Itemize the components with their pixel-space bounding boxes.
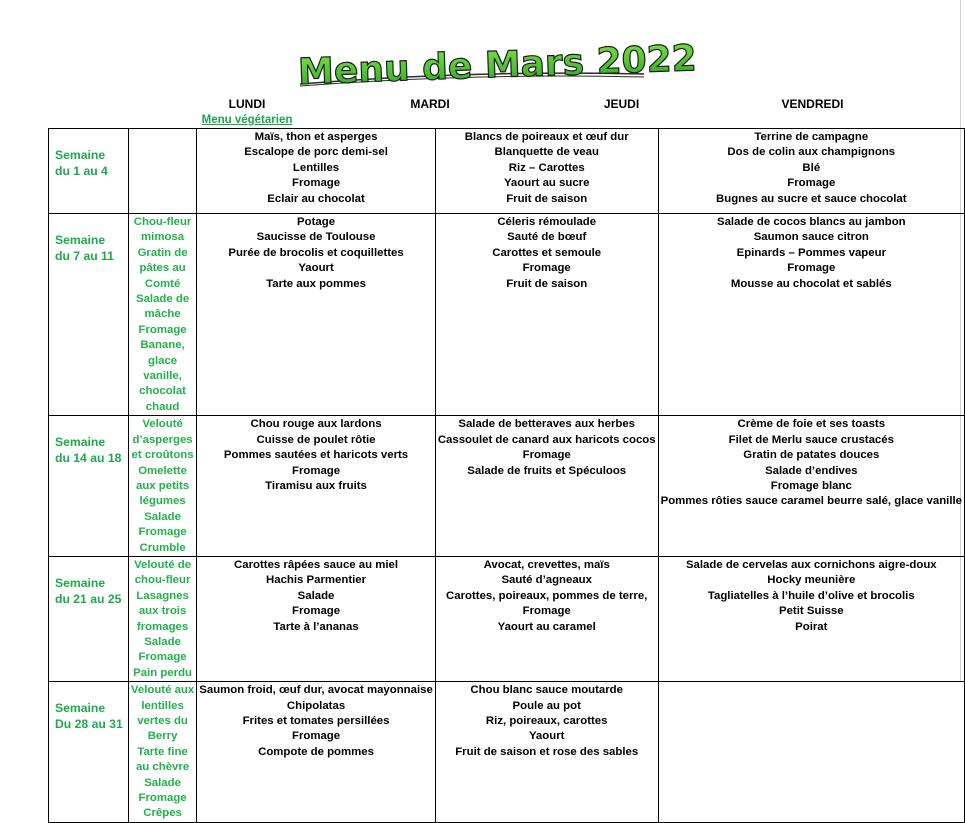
dish-item: Gratin de pâtes au Comté [137, 246, 188, 290]
menu-cell-lundi [128, 682, 196, 823]
menu-cell-vendredi [658, 214, 964, 416]
dish-item: Salade [144, 510, 181, 523]
dish-item: Blé [802, 161, 821, 174]
dish-item: Avocat, crevettes, maïs [483, 558, 610, 571]
dish-item: Fromage [138, 323, 187, 336]
dish-item: Saucisse de Toulouse [256, 231, 376, 244]
dish-item: chocolat chaud [139, 385, 186, 413]
week-row [49, 682, 965, 823]
header-vendredi: VENDREDI [781, 97, 844, 111]
dish-item: Hachis Parmentier [266, 574, 367, 587]
menu-cell-mardi [197, 556, 436, 681]
dish-item: Fromage [291, 177, 341, 190]
week-row [49, 129, 965, 214]
week-label [49, 129, 129, 214]
week-row [49, 556, 965, 681]
dish-item: Salade d’endives [765, 464, 858, 477]
dish-item: Fromage [138, 651, 187, 664]
dish-item: Fromage [522, 449, 571, 462]
week-label-line: Semaine [55, 233, 106, 247]
dish-item: Potage [297, 216, 336, 228]
week-label-line: Semaine [55, 575, 106, 590]
dish-item: Hocky meunière [767, 574, 856, 587]
header-jeudi: JEUDI [603, 97, 640, 111]
menu-cell-vendredi [658, 556, 964, 681]
dish-item: Velouté d’asperges et croûtons [131, 418, 194, 462]
dish-item: Salade de cocos blancs au jambon [716, 216, 906, 228]
dish-item: Yaourt au sucre [503, 177, 590, 190]
dish-item: Fromage [522, 605, 571, 618]
header-lundi: LUNDI [228, 97, 266, 111]
dish-item: Epinards – Pommes vapeur [736, 246, 886, 259]
dish-item: Fromage blanc [770, 479, 852, 492]
dish-item: Salade [297, 589, 335, 602]
menu-cell-jeudi [435, 682, 658, 823]
dish-item: Terrine de campagne [754, 131, 869, 143]
vegetarian-menu-link[interactable]: Menu végétarien [201, 114, 293, 126]
dish-item: Carottes, poireaux, pommes de terre, [446, 589, 648, 602]
week-label-line: Semaine [55, 435, 106, 450]
menu-cell-vendredi [658, 682, 964, 823]
dish-item: Fromage [291, 464, 341, 477]
week-label-line: Semaine [55, 148, 106, 162]
dish-item: Compote de pommes [258, 745, 374, 758]
week-label [49, 682, 129, 823]
week-row [49, 214, 965, 416]
dish-item: Purée de brocolis et coquillettes [228, 246, 404, 259]
menu-cell-jeudi [435, 416, 658, 557]
dish-item: Cassoulet de canard aux haricots cocos [437, 433, 656, 446]
dish-item: Fromage [522, 262, 571, 275]
dish-item: Sauté de bœuf [507, 231, 587, 244]
dish-item: Bugnes au sucre et sauce chocolat [716, 192, 907, 205]
dish-item: Mousse au chocolat et sablés [730, 277, 892, 290]
dish-item: Tiramisu aux fruits [265, 479, 367, 492]
dish-item: Fruit de saison [506, 192, 588, 205]
menu-cell-lundi [128, 214, 196, 416]
dish-item: Carottes et semoule [492, 246, 602, 259]
week-label [49, 416, 129, 557]
dish-item: Blanquette de veau [494, 146, 599, 159]
dish-item: Tarte à l’ananas [273, 620, 359, 633]
dish-item: Fromage [291, 605, 341, 618]
title-text: Menu de Mars 2022 [297, 38, 698, 94]
dish-item: Fromage [138, 526, 187, 539]
dish-item: Chou-fleur mimosa [133, 216, 192, 244]
dish-item: Poule au pot [512, 699, 581, 712]
dish-item: Fromage [138, 792, 187, 805]
menu-cell-jeudi [435, 129, 658, 214]
dish-item: Salade de fruits et Spéculoos [467, 464, 627, 477]
week-label-line: du 14 au 18 [55, 451, 122, 466]
dish-item: Salade de betteraves aux herbes [458, 418, 636, 431]
dish-item: Crêpes [143, 807, 182, 820]
dish-item: Salade [144, 635, 181, 648]
dish-item: Escalope de porc demi-sel [244, 146, 388, 159]
menu-cell-mardi [197, 214, 436, 416]
dish-item: Tarte fine au chèvre [135, 745, 190, 774]
dish-item: Eclair au chocolat [267, 192, 365, 205]
week-label-line: Du 28 au 31 [55, 717, 123, 732]
dish-item: Fruit de saison [506, 277, 588, 290]
dish-item: Fromage [291, 730, 341, 743]
dish-item: Maïs, thon et asperges [254, 131, 378, 143]
dish-item: Lentilles [292, 161, 340, 174]
dish-item: Céleris rémoulade [497, 216, 597, 228]
dish-item: Gratin de patates douces [743, 449, 880, 462]
dish-item: Saumon sauce citron [753, 231, 869, 244]
dish-item: Poirat [795, 620, 828, 633]
dish-item: Velouté aux lentilles vertes du Berry [130, 684, 195, 743]
dish-item: Frites et tomates persillées [242, 715, 390, 727]
header-mardi: MARDI [410, 97, 450, 111]
dish-item: Pommes sautées et haricots verts [223, 449, 409, 462]
menu-cell-lundi [128, 129, 196, 214]
menu-cell-lundi [128, 416, 196, 557]
dish-item: Carottes râpées sauce au miel [234, 558, 399, 571]
dish-item: Petit Suisse [779, 605, 844, 618]
dish-item: Banane, glace vanille, [140, 339, 185, 383]
dish-item: Tagliatelles à l’huile d’olive et brocolis [707, 589, 915, 602]
dish-item: Filet de Merlu sauce crustacés [728, 433, 894, 446]
menu-cell-jeudi [435, 214, 658, 416]
dish-item: Salade de mâche [135, 293, 190, 321]
menu-cell-vendredi [658, 129, 964, 214]
dish-item: Omelette aux petits légumes [135, 464, 190, 508]
dish-item: Riz, poireaux, carottes [485, 715, 608, 727]
dish-item: Yaourt au caramel [497, 620, 596, 633]
week-label-line: du 21 au 25 [55, 591, 122, 606]
dish-item: Tarte aux pommes [266, 277, 366, 290]
dish-item: Yaourt [528, 730, 565, 743]
dish-item: Chou blanc sauce moutarde [470, 684, 623, 697]
dish-item: Salade [144, 776, 181, 789]
menu-cell-mardi [197, 682, 436, 823]
menu-cell-mardi [197, 129, 436, 214]
dish-item: Dos de colin aux champignons [727, 146, 896, 159]
dish-item: Fromage [787, 262, 836, 275]
dish-item: Riz – Carottes [508, 161, 585, 174]
dish-item: Saumon froid, œuf dur, avocat mayonnaise [199, 684, 433, 697]
dish-item: Velouté de chou-fleur [134, 558, 192, 587]
dish-item: Cuisse de poulet rôtie [256, 433, 376, 446]
dish-item: Salade de cervelas aux cornichons aigre-doux [685, 558, 937, 571]
week-label-line: Semaine [55, 701, 106, 716]
dish-item: Fruit de saison et rose des sables [455, 745, 639, 758]
dish-item: Crumble [139, 541, 186, 554]
menu-cell-mardi [197, 416, 436, 557]
dish-item: Sauté d’agneaux [501, 574, 592, 587]
week-label-line: du 7 au 11 [55, 249, 114, 263]
dish-item: Fromage [787, 177, 836, 190]
week-label [49, 214, 129, 416]
dish-item: Chipolatas [286, 699, 346, 712]
week-row [49, 416, 965, 557]
dish-item: Pain perdu [133, 666, 192, 679]
dish-item: Chou rouge aux lardons [250, 418, 382, 431]
dish-item: Crème de foie et ses toasts [737, 418, 886, 431]
dish-item: Yaourt [298, 262, 334, 275]
page-title [292, 38, 698, 94]
week-label-line: du 1 au 4 [55, 164, 108, 178]
menu-table [48, 128, 965, 823]
menu-cell-lundi [128, 556, 196, 681]
menu-cell-jeudi [435, 556, 658, 681]
week-label [49, 556, 129, 681]
menu-cell-vendredi [658, 416, 964, 557]
dish-item: Lasagnes aux trois fromages [136, 589, 189, 633]
dish-item: Pommes rôties sauce caramel beurre salé, glace vanille [660, 495, 962, 508]
dish-item: Blancs de poireaux et œuf dur [464, 131, 629, 143]
